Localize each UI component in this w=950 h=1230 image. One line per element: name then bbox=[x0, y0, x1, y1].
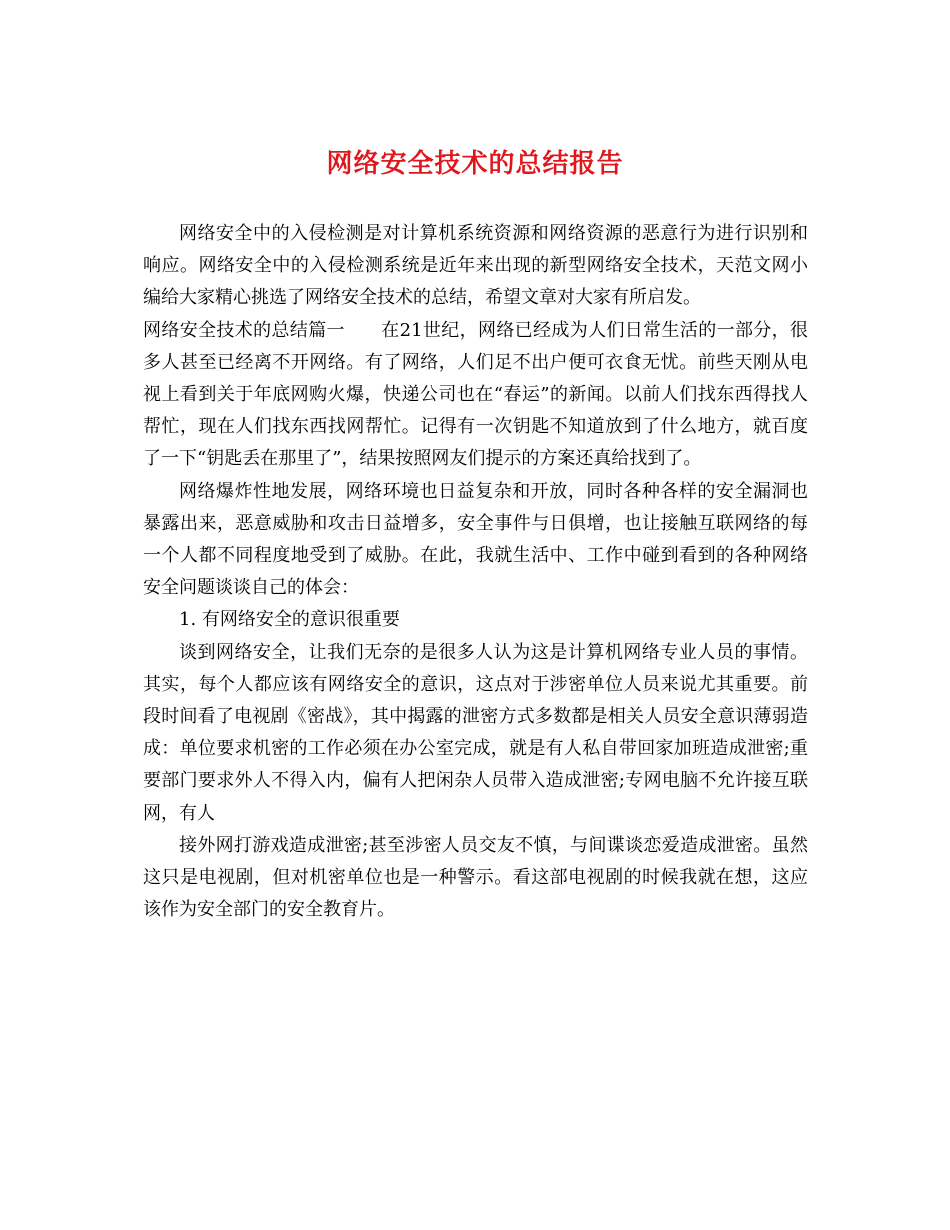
body-paragraph-2: 网络爆炸性地发展，网络环境也日益复杂和开放，同时各种各样的安全漏洞也暴露出来，恶意威胁和攻击日益增多，安全事件与日俱增，也让接触互联网络的每一个人都不同程度地受到了威胁。在此，我就生活中、工作中碰到看到的各种网络安全问题谈谈自己的体会： bbox=[143, 480, 808, 599]
intro-paragraph: 网络安全中的入侵检测是对计算机系统资源和网络资源的恶意行为进行识别和响应。网络安全中的入侵检测系统是近年来出现的新型网络安全技术，天范文网小编给大家精心挑选了网络安全技术的总结，希望文章对大家有所启发。 bbox=[143, 223, 808, 309]
section-paragraph bbox=[143, 315, 808, 476]
section-label: 网络安全技术的总结篇一 bbox=[143, 319, 345, 341]
body-paragraph-4: 接外网打游戏造成泄密;甚至涉密人员交友不慎，与间谍谈恋爱造成泄密。虽然这只是电视剧，但对机密单位也是一种警示。看这部电视剧的时候我就在想，这应该作为安全部门的安全教育片。 bbox=[143, 834, 808, 921]
body-paragraph-3: 谈到网络安全，让我们无奈的是很多人认为这是计算机网络专业人员的事情。其实，每个人都应该有网络安全的意识，这点对于涉密单位人员来说尤其重要。前段时间看了电视剧《密战》，其中揭露的泄密方式多数都是相关人员安全意识薄弱造成：单位要求机密的工作必须在办公室完成，就是有人私自带回家加班造成泄密;重要部门要求外人不得入内，偏有人把闲杂人员带入造成泄密;专网电脑不允许接互联网，有人 bbox=[143, 641, 808, 824]
document-body bbox=[143, 218, 808, 926]
numbered-heading: 1. 有网络安全的意识很重要 bbox=[179, 609, 400, 631]
section-text: 在21世纪，网络已经成为人们日常生活的一部分，很多人甚至已经离不开网络。有了网络，人们足不出户便可衣食无忧。前些天刚从电视上看到关于年底网购火爆，快递公司也在“春运”的新闻。以前人们找东西得找人帮忙，现在人们找东西找网帮忙。记得有一次钥匙不知道放到了什么地方，就百度了一下“钥匙丢在那里了”，结果按照网友们提示的方案还真给找到了。 bbox=[143, 319, 809, 470]
document-title: 网络安全技术的总结报告 bbox=[326, 149, 624, 179]
